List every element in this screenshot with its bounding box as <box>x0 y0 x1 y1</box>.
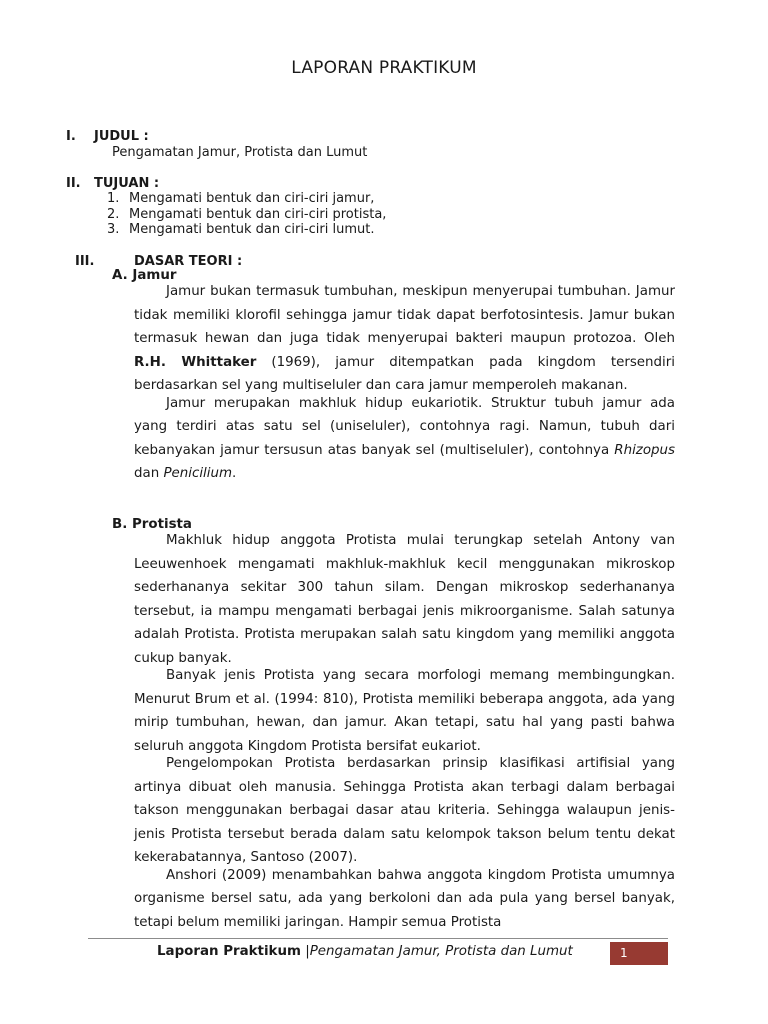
protista-paragraph-1: Makhluk hidup anggota Protista mulai terungkap setelah Antony van Leeuwenhoek mengamati makhluk-makhluk kecil menggunakan mikroskop sederhananya sekitar 300 tahun silam. Dengan mikroskop sederhananya tersebut, ia mampu mengamati berbagai jenis mikroorganisme. Salah satunya adalah Protista. Protista merupakan salah satu kingdom yang memiliki anggota cukup banyak. <box>134 533 675 666</box>
protista-paragraph-2: Banyak jenis Protista yang secara morfologi memang membingungkan. Menurut Brum et al. (1994: 810), Protista memiliki beberapa anggota, ada yang mirip tumbuhan, hewan, dan jamur. Akan tetapi, satu hal yang pasti bahwa seluruh anggota Kingdom Protista bersifat eukariot. <box>134 668 675 754</box>
jamur-p2-a: Jamur merupakan makhluk hidup eukariotik. Struktur tubuh jamur ada yang terdiri atas satu sel (uniseluler), contohnya ragi. Namun, tubuh dari kebanyakan jamur tersusun atas banyak sel (multiseluler), contohnya <box>134 395 675 458</box>
tujuan-item-3-num: 3. <box>107 222 120 237</box>
tujuan-item-2-num: 2. <box>107 207 120 222</box>
footer-separator: | <box>300 944 310 959</box>
jamur-p2-end: . <box>232 466 237 481</box>
penicilium-term: Penicilium <box>163 466 233 481</box>
rhizopus-term: Rhizopus <box>614 442 675 458</box>
protista-paragraph-4: Anshori (2009) menambahkan bahwa anggota kingdom Protista umumnya organisme bersel satu, ada yang berkoloni dan ada pula yang bersel banyak, tetapi belum memiliki jaringan. Hampir semua Protista <box>134 867 675 930</box>
section-heading-tujuan: TUJUAN : <box>94 176 160 191</box>
section-number-dasar: III. <box>75 254 95 269</box>
section-number-tujuan: II. <box>66 176 81 191</box>
footer-divider <box>88 938 668 939</box>
jamur-p1-a: Jamur bukan termasuk tumbuhan, meskipun menyerupai tumbuhan. Jamur tidak memiliki klorofil sehingga jamur tidak dapat berfotosintesis. Jamur bukan termasuk hewan dan juga tidak menyerupai bakteri maupun protozoa. Oleh <box>134 284 675 346</box>
tujuan-item-3: Mengamati bentuk dan ciri-ciri lumut. <box>129 222 375 237</box>
tujuan-item-2: Mengamati bentuk dan ciri-ciri protista, <box>129 207 387 222</box>
section-heading-judul: JUDUL : <box>94 129 149 144</box>
protista-paragraph-3: Pengelompokan Protista berdasarkan prinsip klasifikasi artifisial yang artinya dibuat oleh manusia. Sehingga Protista akan terbagi dalam berbagai takson menggunakan berbagai dasar atau kriteria. Sehingga walaupun jenis-jenis Protista tersebut berada dalam satu kelompok takson belum tentu dekat kekerabatannya, Santoso (2007). <box>134 756 675 865</box>
section-heading-dasar: DASAR TEORI : <box>134 254 243 269</box>
whittaker-name: R.H. Whittaker <box>134 354 257 370</box>
footer-text <box>157 944 573 959</box>
jamur-p1-b: (1969), jamur ditempatkan pada kingdom tersendiri berdasarkan sel yang multiseluler dan cara jamur memperoleh makanan. <box>134 354 675 393</box>
subheading-jamur: A. Jamur <box>112 268 177 283</box>
section-number-judul: I. <box>66 129 76 144</box>
tujuan-item-1-num: 1. <box>107 191 120 206</box>
judul-text: Pengamatan Jamur, Protista dan Lumut <box>112 145 368 160</box>
jamur-paragraph-1 <box>134 280 675 398</box>
jamur-body <box>134 280 675 486</box>
jamur-p2-mid: dan <box>134 466 164 481</box>
footer-report-label: Laporan Praktikum <box>157 944 301 959</box>
footer-report-title: Pengamatan Jamur, Protista dan Lumut <box>309 944 573 959</box>
page-title: LAPORAN PRAKTIKUM <box>291 58 477 78</box>
protista-body <box>134 529 675 934</box>
subheading-protista: B. Protista <box>112 517 192 532</box>
page-number: 1 <box>610 942 668 965</box>
jamur-paragraph-2 <box>134 392 675 486</box>
tujuan-item-1: Mengamati bentuk dan ciri-ciri jamur, <box>129 191 375 206</box>
